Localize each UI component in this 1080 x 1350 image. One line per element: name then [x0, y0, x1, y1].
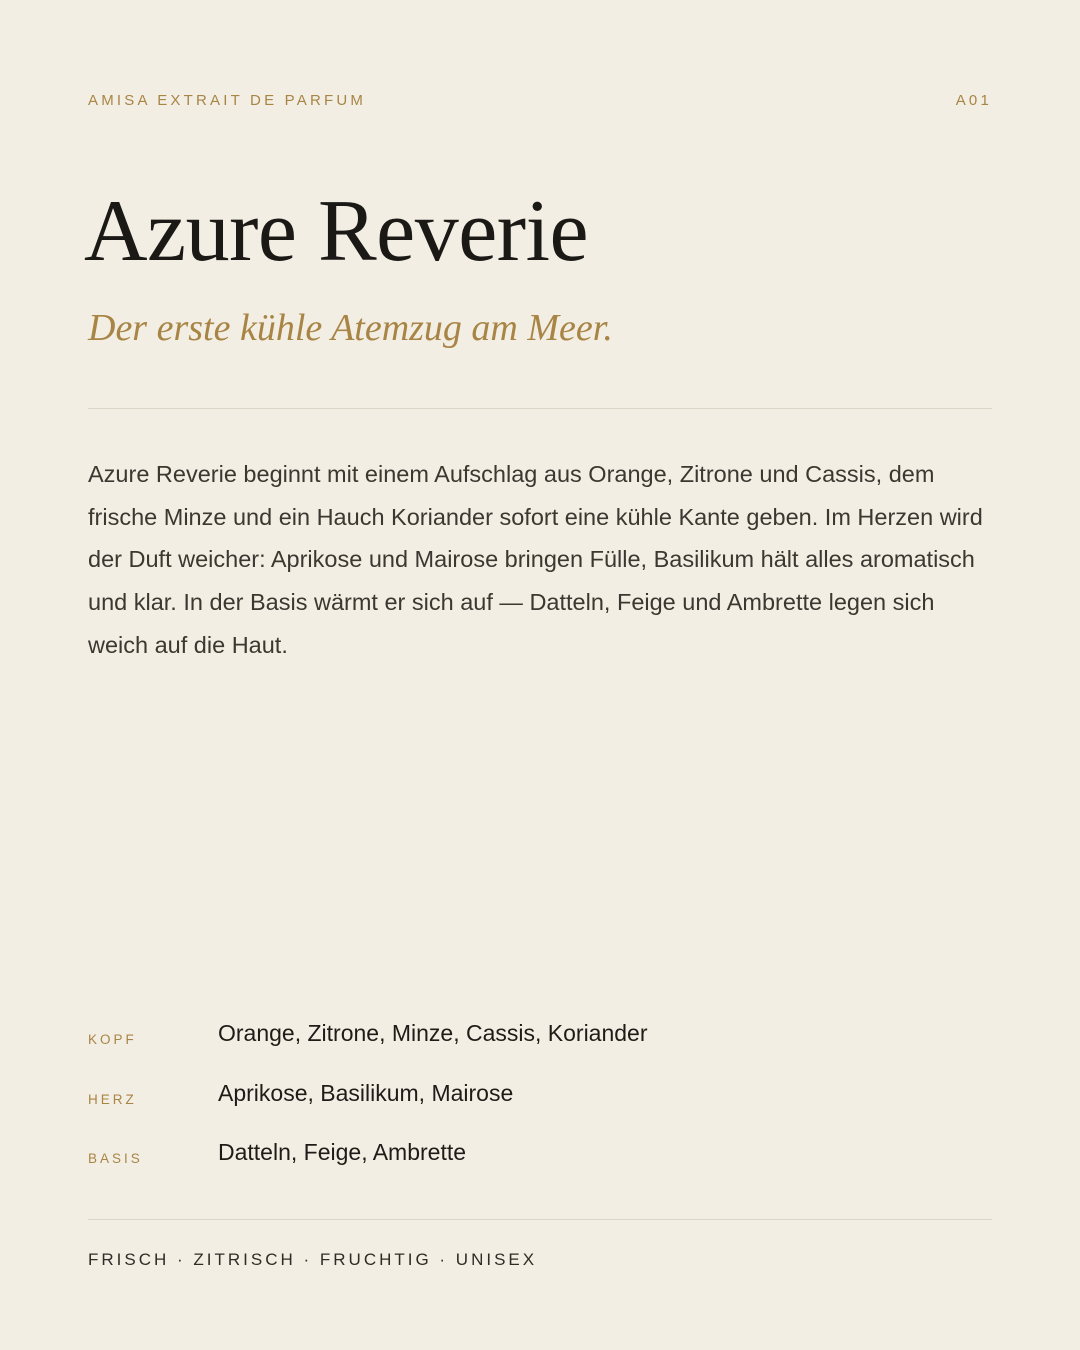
note-row-basis [88, 1137, 992, 1197]
note-row-herz [88, 1078, 992, 1138]
product-code: A01 [955, 92, 992, 109]
divider-top [88, 408, 992, 409]
divider-bottom [88, 1219, 992, 1220]
note-value: Aprikose, Basilikum, Mairose [218, 1079, 514, 1106]
note-row-kopf [88, 1018, 992, 1078]
fragrance-notes [88, 1018, 992, 1197]
note-value: Orange, Zitrone, Minze, Cassis, Koriander [218, 1020, 648, 1046]
scent-tags: FRISCH · ZITRISCH · FRUCHTIG · UNISEX [88, 1250, 538, 1269]
note-label: BASIS [88, 1151, 143, 1166]
product-description: Azure Reverie beginnt mit einem Aufschlag aus Orange, Zitrone und Cassis, dem frische Minze und ein Hauch Koriander sofort eine kühle Kante geben. Im Herzen wird der Duft weicher: Aprikose und Mairose bringen Fülle, Basilikum hält alles aromatisch und klar. In der Basis wärmt er sich auf — Datteln, Feige und Ambrette legen sich weich auf die Haut. [88, 461, 983, 658]
note-label: KOPF [88, 1032, 137, 1047]
brand-eyebrow: AMISA EXTRAIT DE PARFUM [88, 92, 367, 109]
product-tagline: Der erste kühle Atemzug am Meer. [88, 307, 613, 349]
note-value: Datteln, Feige, Ambrette [218, 1139, 467, 1165]
note-label: HERZ [88, 1091, 137, 1107]
product-title: Azure Reverie [84, 183, 589, 280]
